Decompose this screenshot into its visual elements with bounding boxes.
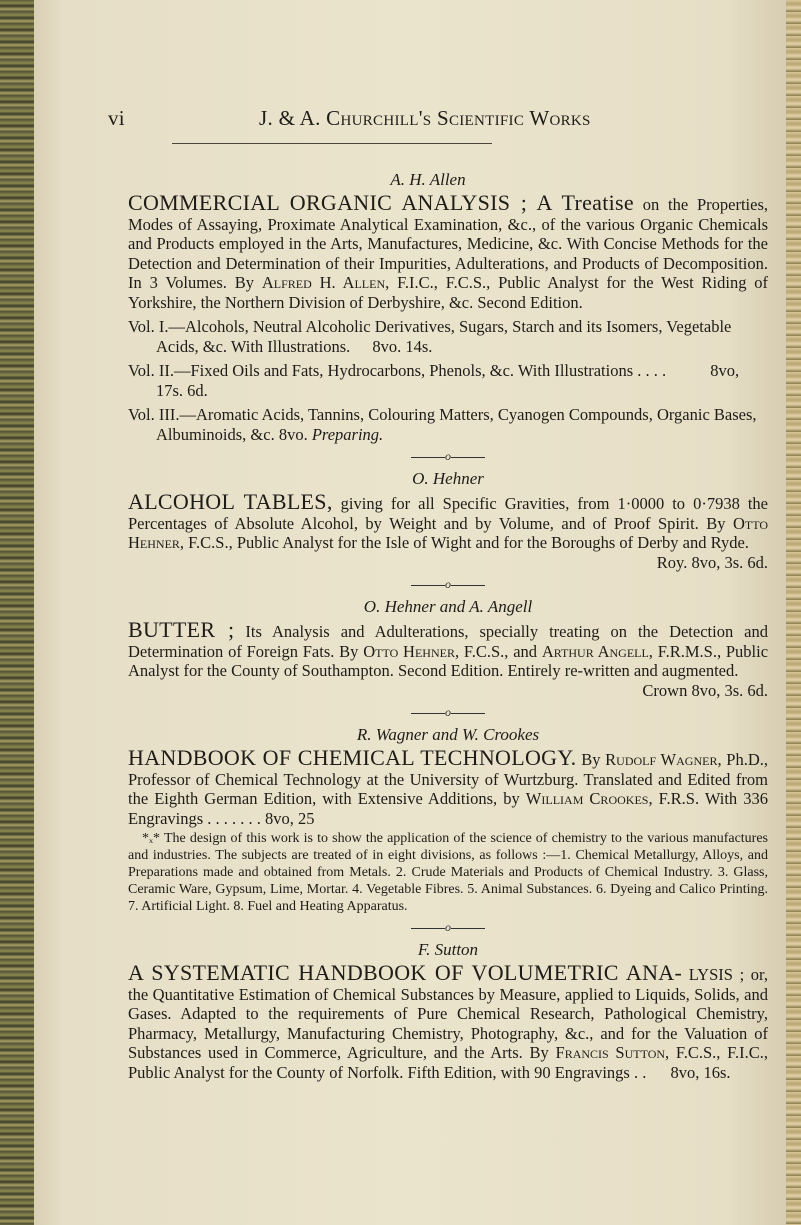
entry-description: ALCOHOL TABLES, giving for all Specific Gravities, from 1·0000 to 0·7938 the Percentages of Absolute Alcohol, by Weight and by Volume, and of Proof Spirit. By Otto Hehner, F.C.S., Public Analyst for the Isle of Wight and for the Boroughs of Derby and Ryde. Roy. 8vo, 3s. 6d. — [128, 489, 769, 572]
volume-line: Vol. III.—Aromatic Acids, Tannins, Colouring Matters, Cyanogen Compounds, Organic Bases, Albuminoids, &c. 8vo. Preparing. — [128, 405, 757, 444]
price: Roy. 8vo, 3s. 6d. — [656, 552, 768, 572]
author-name: Rudolf Wagner, — [605, 750, 722, 769]
author-name: Otto Hehner, — [363, 641, 460, 661]
catalogue-entry — [128, 597, 768, 700]
entry-title: COMMERCIAL ORGANIC ANALYSIS ; A Treatise — [128, 190, 634, 215]
separator: o — [128, 449, 768, 463]
volume-line: Vol. I.—Alcohols, Neutral Alcoholic Derivatives, Sugars, Starch and its Isomers, Vegetable Acids, &c. With Illustrations. 8vo. 14s. — [128, 317, 732, 356]
price: Preparing. — [311, 424, 384, 444]
entry-author: O. Hehner and A. Angell — [363, 597, 533, 616]
catalogue-entry — [128, 725, 768, 915]
volume-line: Vol. II.—Fixed Oils and Fats, Hydrocarbons, Phenols, &c. With Illustrations . . . . 8vo, 17s. 6d. — [128, 361, 740, 400]
entry-title: ALCOHOL TABLES, — [128, 489, 333, 514]
catalogue-entry — [128, 170, 768, 444]
price: Crown 8vo, 3s. 6d. — [642, 680, 768, 700]
separator: o — [128, 705, 768, 719]
header-rule — [172, 143, 492, 144]
entry-description: HANDBOOK OF CHEMICAL TECHNOLOGY. By Rudolf Wagner, Ph.D., Professor of Chemical Technology at the University of Wurtzburg. Translated and Edited from the Eighth German Edition, with Extensive Additions, by William Crookes, F.R.S. With 336 Engravings . . . . . . . 8vo, 25 — [128, 745, 769, 828]
author-name: Otto Hehner, — [128, 513, 769, 552]
entry-author: A. H. Allen — [390, 170, 466, 189]
price: 8vo. 14s. — [372, 336, 433, 356]
book-spine-edge — [0, 0, 34, 1225]
author-name: Francis Sutton, — [555, 1043, 670, 1062]
price: 8vo, 16s. — [670, 1062, 731, 1082]
separator: o — [128, 920, 768, 934]
price: 8vo, 25 — [265, 808, 315, 828]
page-number: vi — [108, 106, 125, 130]
entry-title: A SYSTEMATIC HANDBOOK OF VOLUMETRIC ANA- — [128, 960, 683, 985]
catalogue-entry — [128, 940, 768, 1082]
catalogue-entry — [128, 469, 768, 572]
author-name: Arthur Angell, — [541, 641, 653, 661]
author-name: Alfred H. Allen, — [261, 273, 390, 292]
page-edge-right — [786, 0, 801, 1225]
entry-author: R. Wagner and W. Crookes — [356, 725, 540, 744]
price: 8vo, 17s. 6d. — [156, 361, 740, 400]
catalogue-listing — [128, 170, 768, 1082]
entry-author: F. Sutton — [417, 940, 479, 959]
entry-note: *ₓ* The design of this work is to show the application of the science of chemistry to the various manufactures and industries. The subjects are treated of in eight divisions, as follows :—1. Chemical Metallurgy, Alloys, and Preparations made and obtained from Metals. 2. Crude Materials and Products of Chemical Industry. 3. Glass, Ceramic Ware, Gypsum, Lime, Mortar. 4. Vegetable Fibres. 5. Animal Substances. 6. Dyeing and Calico Printing. 7. Artificial Light. 8. Fuel and Heating Apparatus. — [128, 831, 768, 914]
entry-description: COMMERCIAL ORGANIC ANALYSIS ; A Treatise on the Properties, Modes of Assaying, Proximate Analytical Examination, &c., of the various Organic Chemicals and Products employed in the Arts, Manufactures, Medicine, &c. With Concise Methods for the Detection and Determination of their Impurities, Adulterations, and Products of Decomposition. In 3 Volumes. By Alfred H. Allen, F.I.C., F.C.S., Public Analyst for the West Riding of Yorkshire, the Northern Division of Derbyshire, &c. Second Edition. — [128, 190, 769, 312]
entry-description: A SYSTEMATIC HANDBOOK OF VOLUMETRIC ANA- LYSIS ; or, the Quantitative Estimation of Chemical Substances by Measure, applied to Liquids, Solids, and Gases. Adapted to the requirements of Pure Chemical Research, Pathological Chemistry, Pharmacy, Metallurgy, Manufacturing Chemistry, Photography, &c., and for the Valuation of Substances used in Commerce, Agriculture, and the Arts. By Francis Sutton, F.C.S., F.I.C., Public Analyst for the County of Norfolk. Fifth Edition, with 90 Engravings . . 8vo, 16s. — [128, 960, 769, 1082]
running-title: J. & A. Churchill's Scientific Works — [259, 106, 591, 130]
separator: o — [128, 577, 768, 591]
author-name: William Crookes, — [525, 789, 653, 808]
entry-title: HANDBOOK OF CHEMICAL TECHNOLOGY. — [128, 745, 577, 770]
entry-description: BUTTER ; Its Analysis and Adulterations, specially treating on the Detection and Determination of Foreign Fats. By Otto Hehner, F.C.S., and Arthur Angell, F.R.M.S., Public Analyst for the County of Southampton. Second Edition. Entirely re-written and augmented. Crown 8vo, 3s. 6d. — [128, 617, 769, 700]
entry-author: O. Hehner — [412, 469, 484, 488]
entry-title: BUTTER ; — [128, 617, 235, 642]
page-header — [108, 106, 758, 136]
